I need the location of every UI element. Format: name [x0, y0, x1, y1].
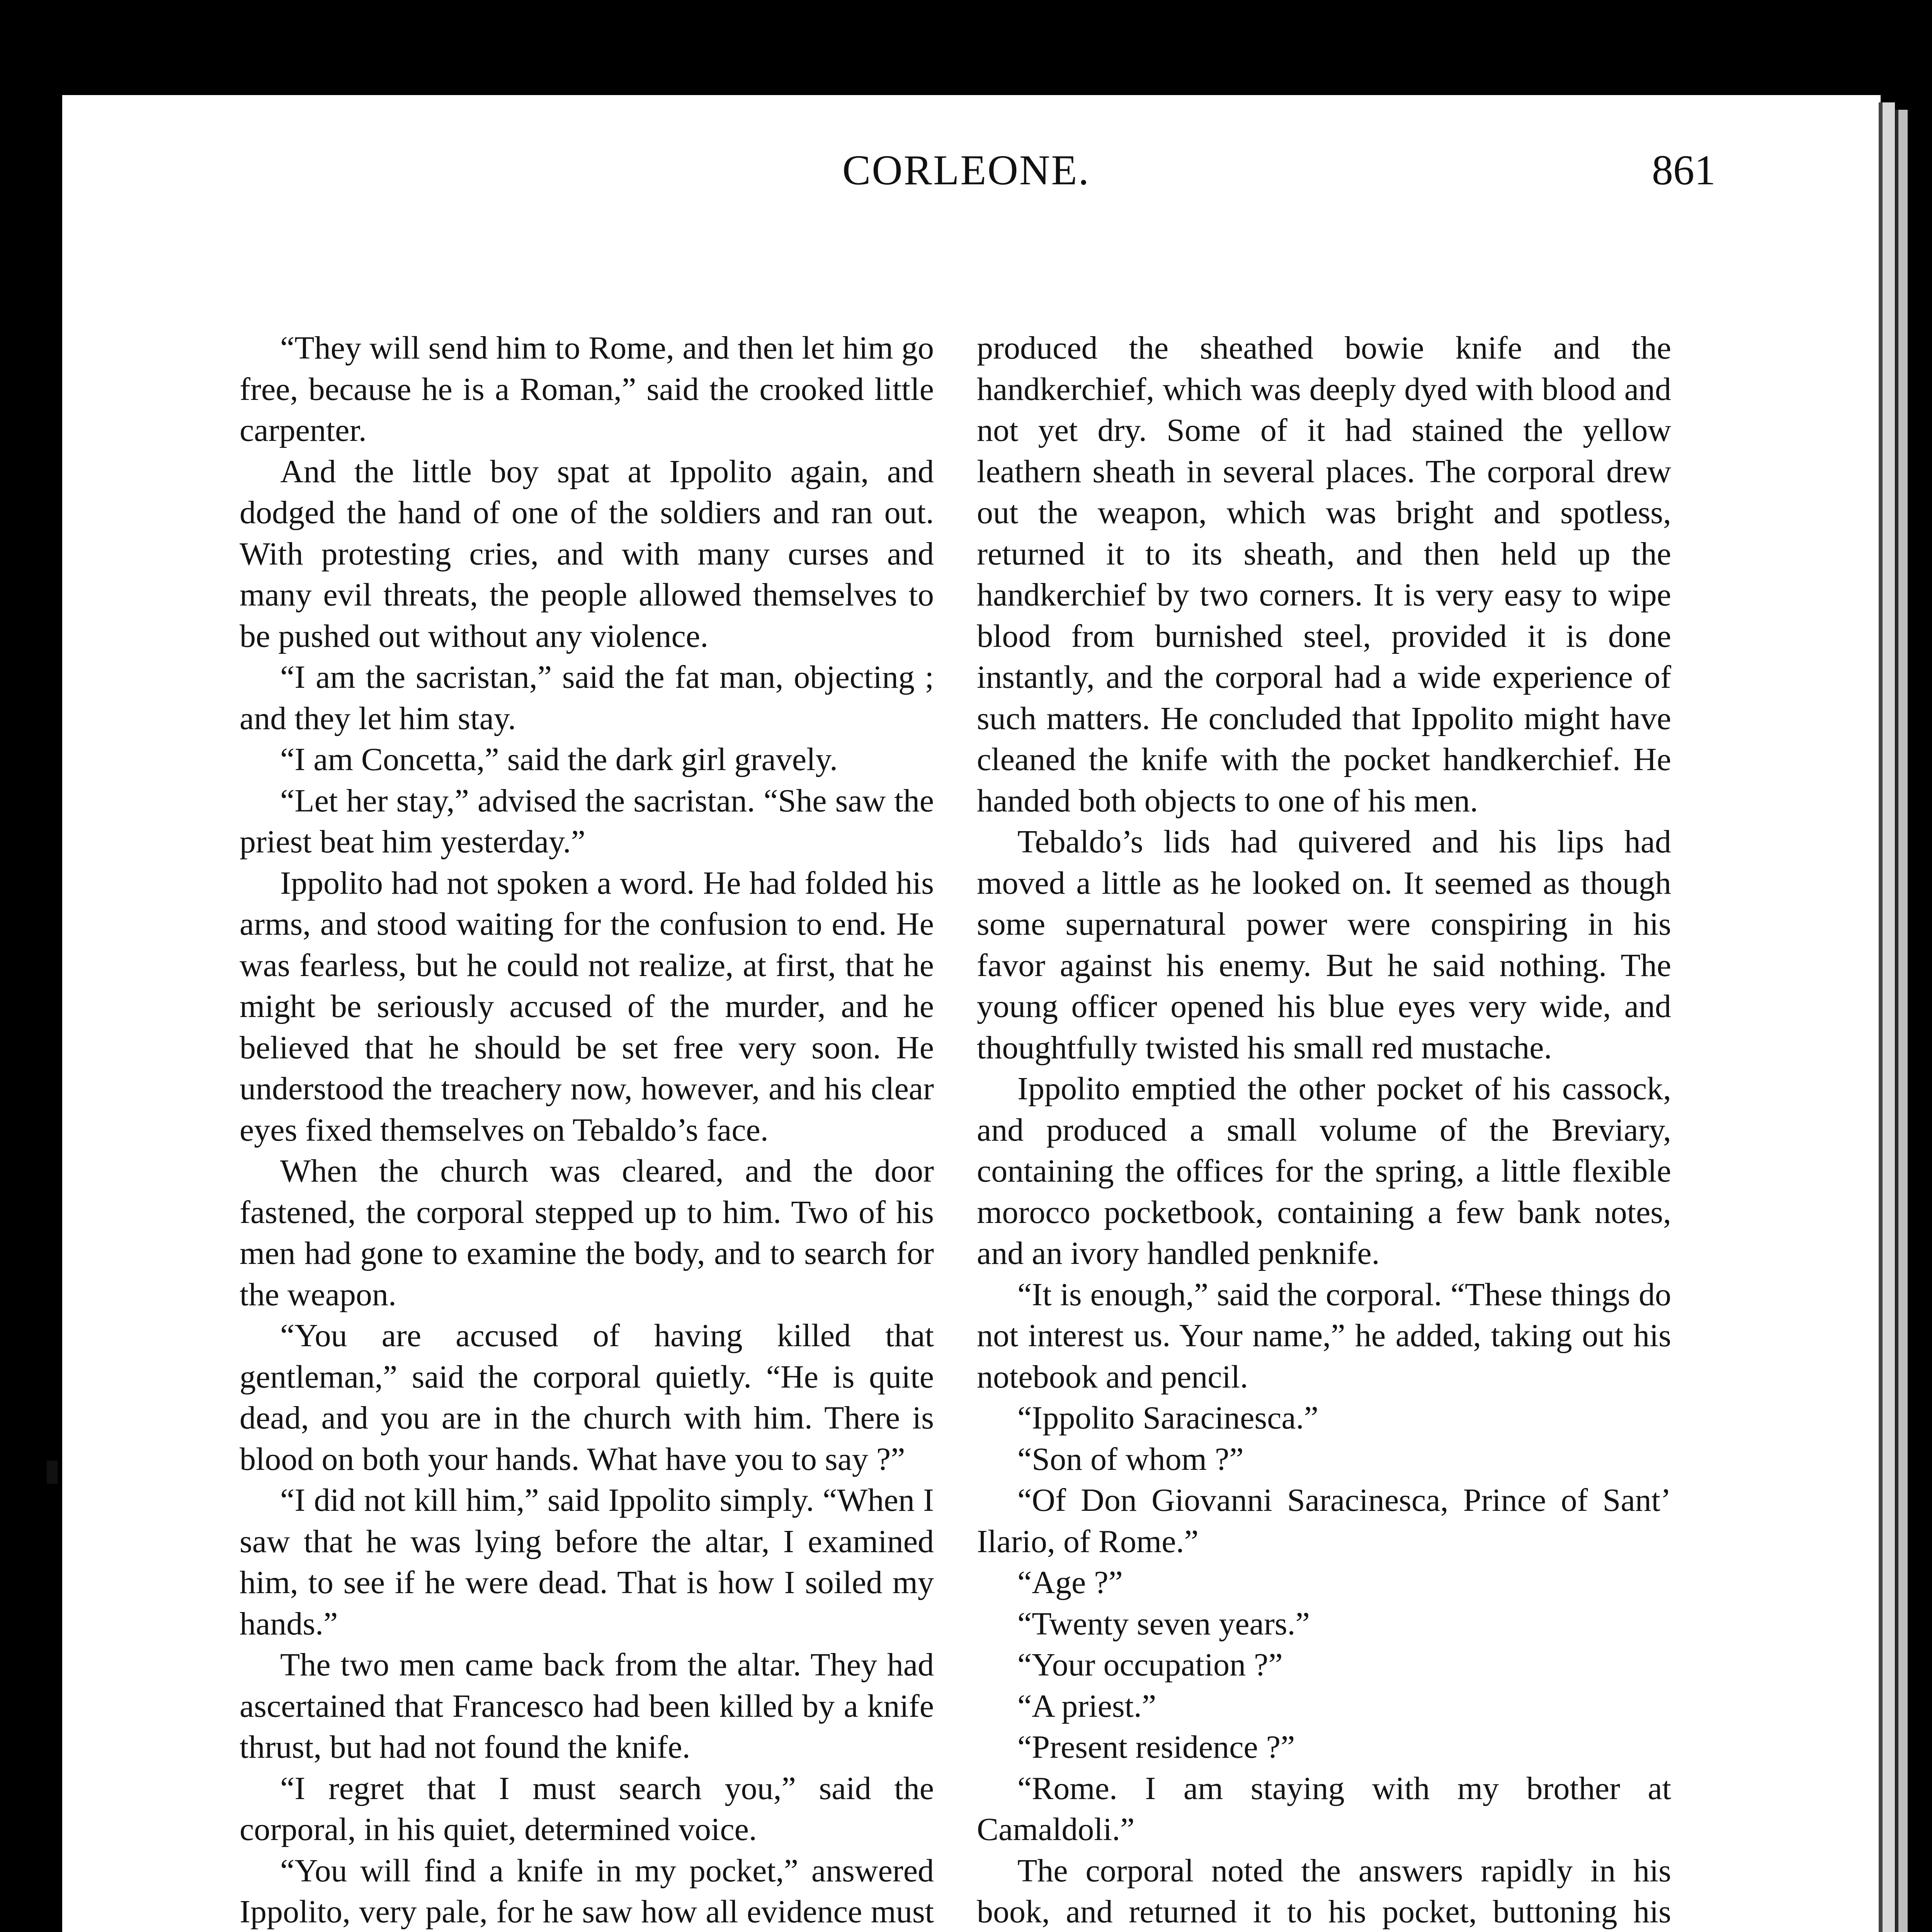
paragraph: “You are accused of having killed that gentleman,” said the corporal quietly. “He is quite dead, and you are in the church with him. There is blood on both your hands. What have you to say ?”	[240, 1318, 934, 1477]
paragraph: “You will find a knife in my pocket,” answered Ippolito, very pale, for he saw how all evidence must	[240, 1852, 934, 1930]
paragraph: The corporal noted the answers rapidly in his book, and returned it to his pocket, buttoning his	[977, 1852, 1671, 1930]
paragraph: Ippolito had not spoken a word. He had folded his arms, and stood waiting for the confusion to end. He was fearless, but he could not realize, at first, that he might be seriously accused of the murder, and he believed that he should be set free very soon. He understood the treachery now, however, and his clear eyes fixed themselves on Tebaldo’s face.	[240, 865, 934, 1148]
paragraph: When the church was cleared, and the door fastened, the corporal stepped up to him. Two of his men had gone to examine the body, and to search for the weapon.	[240, 1153, 934, 1313]
paragraph: “Age ?”	[1017, 1565, 1123, 1600]
paragraph: “Present residence ?”	[1017, 1729, 1295, 1765]
paragraph: “I am Concetta,” said the dark girl gravely.	[280, 742, 838, 777]
paragraph: “I did not kill him,” said Ippolito simply. “When I saw that he was lying before the altar, I examined him, to see if he were dead. That is how I soiled my hands.”	[240, 1482, 934, 1642]
paragraph: “Son of whom ?”	[1017, 1441, 1244, 1477]
paragraph: “A priest.”	[1017, 1688, 1156, 1724]
paragraph: produced the sheathed bowie knife and the handkerchief, which was deeply dyed with blood and not yet dry. Some of it had stained the yellow leathern sheath in several places. The corporal drew out the weapon, which was bright and spotless, returned it to its sheath, and then held up the handkerchief by two corners. It is very easy to wipe blood from burnished steel, provided it is done instantly, and the corporal had a wide experience of such matters. He concluded that Ippolito might have cleaned the knife with the pocket handkerchief. He handed both objects to one of his men.	[977, 330, 1671, 819]
paragraph: “Let her stay,” advised the sacristan. “She saw the priest beat him yesterday.”	[240, 782, 934, 860]
paragraph: Tebaldo’s lids had quivered and his lips had moved a little as he looked on. It seemed as though some supernatural power were conspiring in his favor against his enemy. But he said nothing. The young officer opened his blue eyes very wide, and thoughtfully twisted his small red mustache.	[977, 824, 1671, 1066]
running-head-title: CORLEONE.	[842, 146, 1090, 194]
text-column-left	[240, 328, 934, 1932]
paragraph: “Twenty seven years.”	[1017, 1605, 1310, 1642]
paragraph: “Your occupation ?”	[1017, 1647, 1283, 1683]
paragraph: “I regret that I must search you,” said the corporal, in his quiet, determined voice.	[240, 1770, 934, 1847]
text-column-right	[977, 328, 1671, 1932]
paragraph: “Of Don Giovanni Saracinesca, Prince of Sant’ Ilario, of Rome.”	[977, 1482, 1671, 1560]
paragraph: “It is enough,” said the corporal. “These things do not interest us. Your name,” he added, taking out his notebook and pencil.	[977, 1276, 1671, 1395]
paragraph: “I am the sacristan,” said the fat man, objecting ; and they let him stay.	[240, 659, 934, 736]
page-edge-back	[1895, 110, 1908, 1932]
page-edge	[1879, 102, 1895, 1932]
paragraph: And the little boy spat at Ippolito again, and dodged the hand of one of the soldiers and ran out. With protesting cries, and with many curses and many evil threats, the people allowed themselves to be pushed out without any violence.	[240, 453, 934, 654]
binding-mark	[47, 1461, 58, 1484]
page-number: 861	[1652, 146, 1716, 194]
paragraph: Ippolito emptied the other pocket of his cassock, and produced a small volume of the Breviary, containing the offices for the spring, a little flexible morocco pocketbook, containing a few bank notes, and an ivory handled penknife.	[977, 1071, 1671, 1271]
paragraph: “Ippolito Saracinesca.”	[1017, 1400, 1318, 1436]
paragraph: “They will send him to Rome, and then let him go free, because he is a Roman,” said the crooked little carpenter.	[240, 330, 934, 448]
paragraph: The two men came back from the altar. They had ascertained that Francesco had been killed by a knife thrust, but had not found the knife.	[240, 1647, 934, 1765]
paragraph: “Rome. I am staying with my brother at Camaldoli.”	[977, 1770, 1671, 1847]
